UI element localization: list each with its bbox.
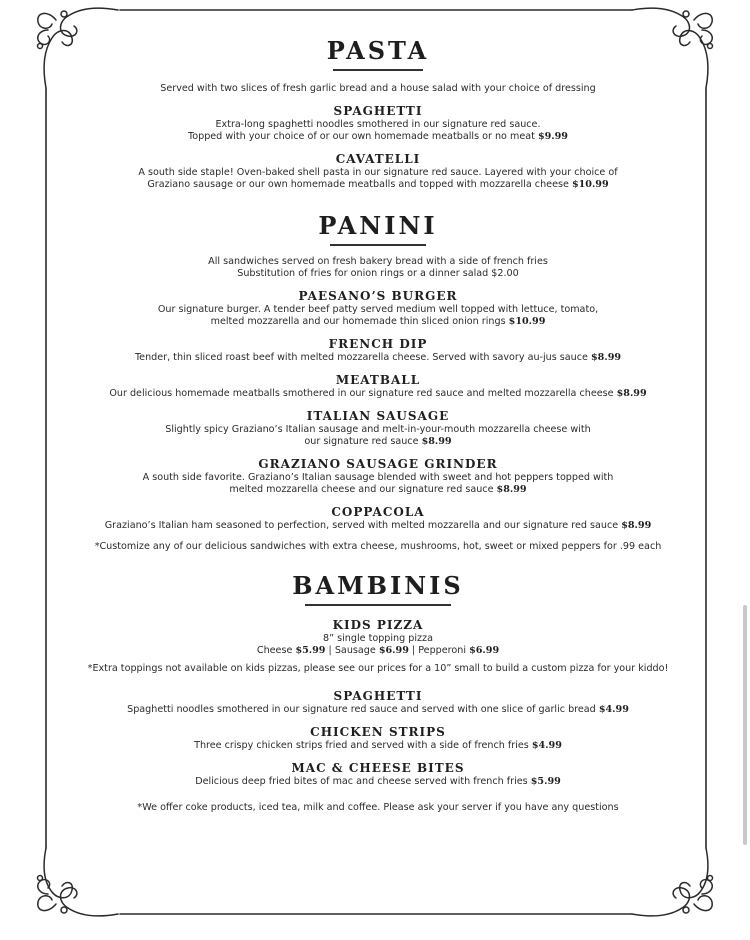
menu-item xyxy=(50,409,706,448)
item-name: SPAGHETTI xyxy=(333,104,423,118)
section-title: PANINI xyxy=(318,211,438,240)
item-price: $4.99 xyxy=(531,740,562,751)
item-description-text: Three crispy chicken strips fried and served with a side of french fries xyxy=(194,740,529,751)
section-intro xyxy=(50,256,706,280)
item-description-text: Spaghetti noodles smothered in our signature red sauce and served with one slice of garlic bread xyxy=(127,704,596,715)
section-title-wrap xyxy=(292,571,463,606)
scrollbar-thumb[interactable] xyxy=(743,605,747,845)
intro-line: All sandwiches served on fresh bakery bread with a side of french fries xyxy=(208,256,548,267)
item-description-text: Tender, thin sliced roast beef with melted mozzarella cheese. Served with savory au-jus sauce xyxy=(134,352,588,363)
item-description: Slightly spicy Graziano’s Italian sausage and melt-in-your-mouth mozzarella cheese with xyxy=(165,424,591,435)
kids-pizza-note: *Extra toppings not available on kids pizzas, please see our prices for a 10” small to build a custom pizza for your kiddo! xyxy=(87,663,669,674)
item-name: CHICKEN STRIPS xyxy=(310,725,446,739)
flourish-bottom-right-icon xyxy=(632,848,713,916)
item-description xyxy=(50,704,706,716)
item-description-text: melted mozzarella cheese and our signature red sauce xyxy=(229,484,494,495)
item-description-text: Our delicious homemade meatballs smothered in our signature red sauce and melted mozzarella cheese xyxy=(109,388,614,399)
menu-item xyxy=(50,104,706,143)
section-intro xyxy=(50,83,706,95)
menu-item xyxy=(50,761,706,788)
flourish-bottom-left-icon xyxy=(38,848,119,916)
menu-content xyxy=(50,36,706,814)
section-title-wrap xyxy=(327,36,429,71)
item-name: KIDS PIZZA xyxy=(332,618,424,632)
section-title-wrap xyxy=(318,211,437,246)
title-underline xyxy=(305,604,451,606)
item-name: ITALIAN SAUSAGE xyxy=(306,409,450,423)
option-label: Cheese xyxy=(256,645,293,656)
item-description xyxy=(50,484,706,496)
item-description xyxy=(50,179,706,191)
section-pasta xyxy=(50,36,706,191)
item-name: COPPACOLA xyxy=(331,505,425,519)
item-name: PAESANO’S BURGER xyxy=(298,289,458,303)
item-price: $10.99 xyxy=(571,179,609,190)
option-separator: | xyxy=(328,645,332,656)
item-description: Our signature burger. A tender beef patty served medium well topped with lettuce, tomato, xyxy=(157,304,599,315)
item-description xyxy=(50,388,706,400)
intro-line: Substitution of fries for onion rings or a dinner salad $2.00 xyxy=(237,268,519,279)
item-description: A south side favorite. Graziano’s Italian sausage blended with sweet and hot peppers topped with xyxy=(142,472,614,483)
menu-item xyxy=(50,457,706,496)
title-underline xyxy=(330,244,426,246)
item-description-text: Graziano’s Italian ham seasoned to perfection, served with melted mozzarella and our signature red sauce xyxy=(104,520,619,531)
option-price: $6.99 xyxy=(378,645,409,656)
item-price: $8.99 xyxy=(421,436,452,447)
option-price: $5.99 xyxy=(295,645,326,656)
item-price: $10.99 xyxy=(508,316,546,327)
menu-item xyxy=(50,337,706,364)
menu-item xyxy=(50,289,706,328)
item-name: FRENCH DIP xyxy=(328,337,428,351)
item-description-text: our signature red sauce xyxy=(304,436,419,447)
section-bambinis xyxy=(50,571,706,814)
menu-item xyxy=(50,689,706,716)
item-description-text: Topped with your choice of or our own homemade meatballs or no meat xyxy=(188,131,535,142)
section-note: *Customize any of our delicious sandwiches with extra cheese, mushrooms, hot, sweet or mixed peppers for .99 each xyxy=(94,541,662,552)
option-separator: | xyxy=(411,645,416,656)
item-description xyxy=(50,776,706,788)
section-title: PASTA xyxy=(326,36,430,65)
item-price: $9.99 xyxy=(537,131,568,142)
item-description: A south side staple! Oven-baked shell pasta in our signature red sauce. Layered with your choice of xyxy=(138,167,618,178)
section-panini xyxy=(50,211,706,553)
item-description xyxy=(50,436,706,448)
item-name: GRAZIANO SAUSAGE GRINDER xyxy=(258,457,498,471)
item-description xyxy=(50,316,706,328)
item-name: CAVATELLI xyxy=(335,152,421,166)
menu-item xyxy=(50,505,706,532)
item-price: $8.99 xyxy=(616,388,647,399)
menu-item xyxy=(50,373,706,400)
option-price: $6.99 xyxy=(469,645,500,656)
item-description xyxy=(50,520,706,532)
item-price: $4.99 xyxy=(598,704,629,715)
option-label: Pepperoni xyxy=(418,645,467,656)
menu-footer-note: *We offer coke products, iced tea, milk and coffee. Please ask your server if you have any questions xyxy=(137,802,619,813)
item-description: Extra-long spaghetti noodles smothered in our signature red sauce. xyxy=(215,119,541,130)
item-name: SPAGHETTI xyxy=(333,689,423,703)
item-description xyxy=(50,131,706,143)
item-name: MAC & CHEESE BITES xyxy=(291,761,465,775)
pizza-options xyxy=(50,645,706,657)
item-name: MEATBALL xyxy=(335,373,421,387)
item-subtitle: 8” single topping pizza xyxy=(323,633,433,644)
item-price: $5.99 xyxy=(530,776,561,787)
title-underline xyxy=(333,69,423,71)
item-description xyxy=(50,352,706,364)
item-description-text: Delicious deep fried bites of mac and cheese served with french fries xyxy=(195,776,528,787)
intro-line: Served with two slices of fresh garlic bread and a house salad with your choice of dressing xyxy=(160,83,596,94)
item-description-text: melted mozzarella and our homemade thin sliced onion rings xyxy=(210,316,506,327)
option-label: Sausage xyxy=(334,645,376,656)
menu-item xyxy=(50,152,706,191)
item-price: $8.99 xyxy=(496,484,527,495)
item-price: $8.99 xyxy=(591,352,622,363)
item-description-text: Graziano sausage or our own homemade meatballs and topped with mozzarella cheese xyxy=(147,179,569,190)
section-title: BAMBINIS xyxy=(292,571,464,600)
item-price: $8.99 xyxy=(621,520,652,531)
menu-item-kids-pizza xyxy=(50,618,706,675)
menu-item xyxy=(50,725,706,752)
item-description xyxy=(50,740,706,752)
